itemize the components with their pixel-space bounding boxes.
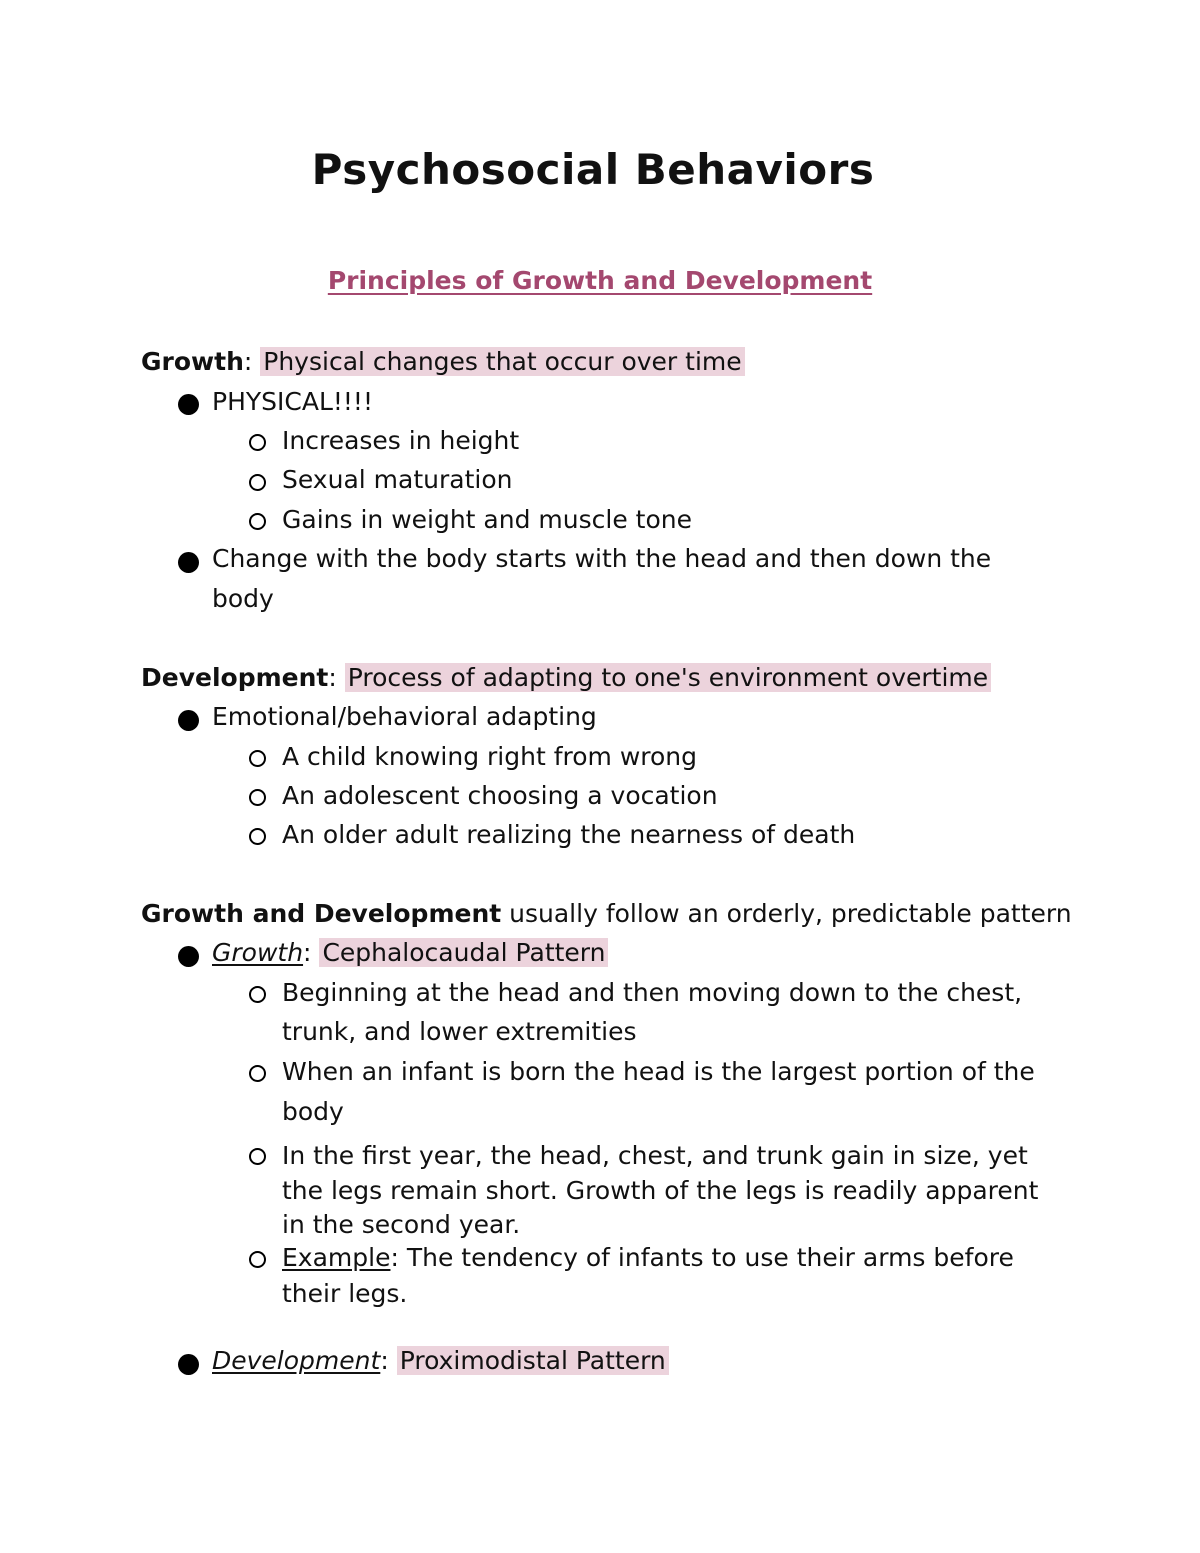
bullet-icon [178,946,199,967]
hollow-bullet-icon [249,1148,266,1165]
page-title: Psychosocial Behaviors [311,145,875,194]
pattern-intro-line: Growth and Development usually follow an orderly, predictable pattern [141,899,1072,928]
hollow-bullet-icon [249,789,266,806]
pattern-term: Growth and Development [141,899,502,928]
list-item: A child knowing right from wrong [282,742,698,771]
list-item: Beginning at the head and then moving down to the chest, [282,978,1023,1007]
development-pattern-value: Proximodistal Pattern [397,1346,669,1375]
hollow-bullet-icon [249,474,266,491]
list-item-continuation: body [282,1097,344,1126]
list-item-continuation: the legs remain short. Growth of the legs is readily apparent [282,1176,1039,1205]
bullet-icon [178,394,199,415]
list-item-continuation: trunk, and lower extremities [282,1017,637,1046]
bullet-icon [178,1354,199,1375]
list-item: An adolescent choosing a vocation [282,781,718,810]
hollow-bullet-icon [249,1065,266,1082]
development-definition-line: Development: Process of adapting to one's environment overtime [141,661,991,695]
example-label: Example [282,1243,391,1272]
hollow-bullet-icon [249,750,266,767]
development-definition: Process of adapting to one's environment overtime [345,663,991,692]
growth-definition-line: Growth: Physical changes that occur over time [141,345,745,379]
list-item: When an infant is born the head is the largest portion of the [282,1057,1035,1086]
bullet-icon [178,552,199,573]
list-item: Development: Proximodistal Pattern [212,1344,669,1378]
hollow-bullet-icon [249,986,266,1003]
growth-definition: Physical changes that occur over time [260,347,744,376]
hollow-bullet-icon [249,1251,266,1268]
hollow-bullet-icon [249,828,266,845]
list-item: PHYSICAL!!!! [212,387,373,416]
list-item: Example: The tendency of infants to use their arms before [282,1243,1014,1272]
hollow-bullet-icon [249,434,266,451]
list-item: Gains in weight and muscle tone [282,505,692,534]
list-item: In the first year, the head, chest, and trunk gain in size, yet [282,1141,1028,1170]
development-term: Development [141,663,329,692]
growth-pattern-value: Cephalocaudal Pattern [319,938,608,967]
growth-term: Growth [141,347,244,376]
list-item: Increases in height [282,426,520,455]
development-pattern-label: Development [212,1346,381,1375]
list-item: Change with the body starts with the head and then down the [212,544,992,573]
list-item: Growth: Cephalocaudal Pattern [212,936,608,970]
list-item-continuation: their legs. [282,1279,408,1308]
list-item-continuation: body [212,584,274,613]
list-item: Emotional/behavioral adapting [212,702,597,731]
section-heading: Principles of Growth and Development [327,266,873,295]
growth-pattern-label: Growth [212,938,304,967]
list-item-continuation: in the second year. [282,1210,521,1239]
list-item: Sexual maturation [282,465,513,494]
hollow-bullet-icon [249,513,266,530]
bullet-icon [178,710,199,731]
list-item: An older adult realizing the nearness of death [282,820,856,849]
